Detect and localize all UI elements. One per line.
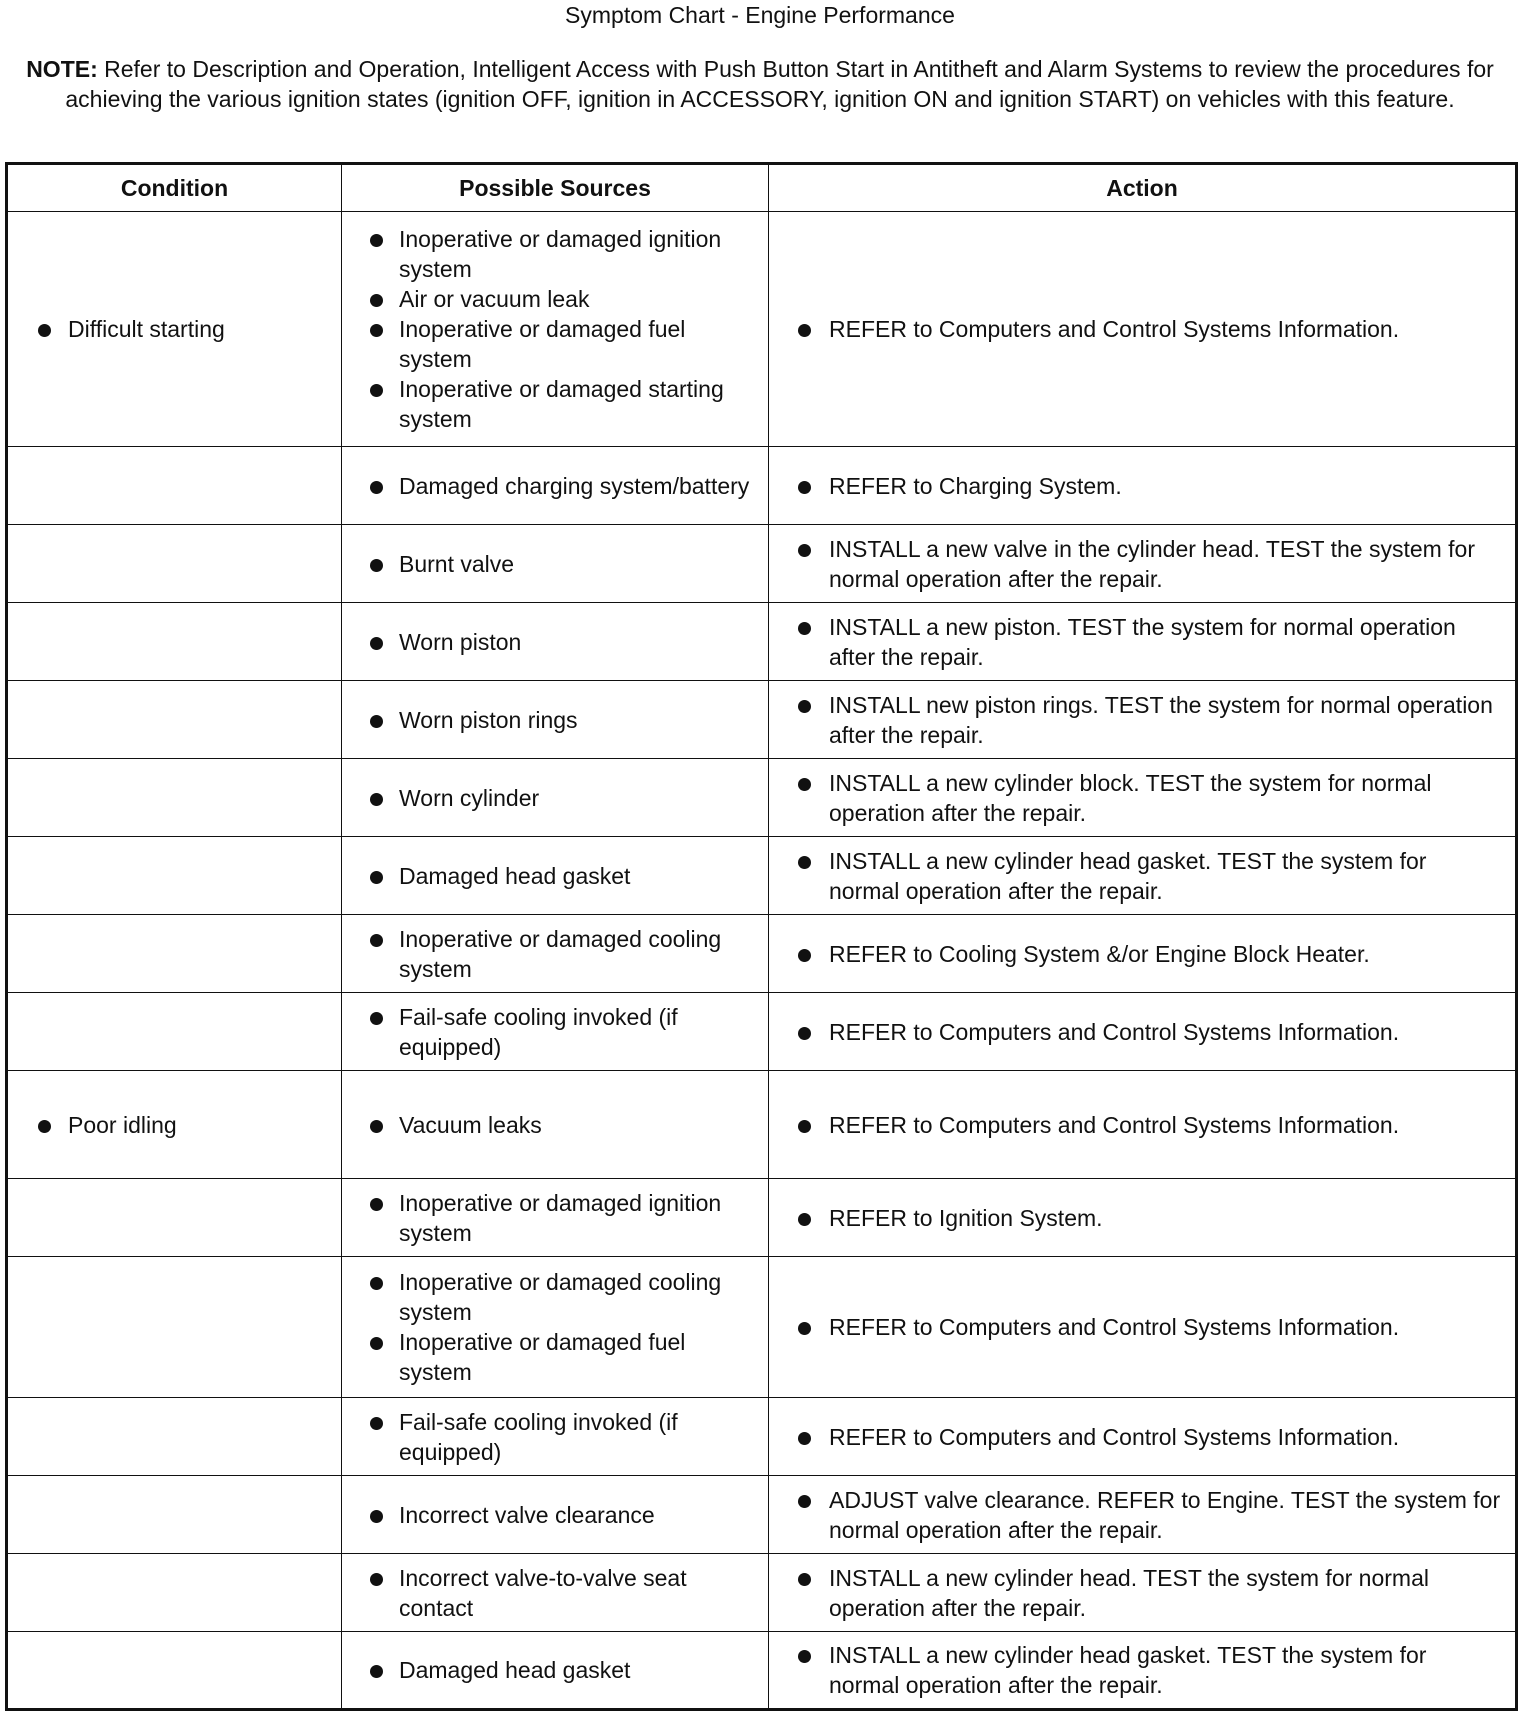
condition-cell xyxy=(7,447,342,525)
source-item: Worn piston xyxy=(354,627,756,657)
note-label: NOTE: xyxy=(26,56,98,82)
action-item: REFER to Charging System. xyxy=(781,471,1503,501)
action-cell xyxy=(769,1476,1517,1554)
actions-list xyxy=(781,1110,1503,1140)
action-cell xyxy=(769,1179,1517,1257)
condition-list xyxy=(20,1110,329,1140)
sources-list xyxy=(354,1563,756,1623)
sources-list xyxy=(354,627,756,657)
action-cell xyxy=(769,1632,1517,1710)
action-cell xyxy=(769,212,1517,447)
source-item: Vacuum leaks xyxy=(354,1110,756,1140)
table-row xyxy=(7,1071,1517,1179)
source-item: Inoperative or damaged ignition system xyxy=(354,1188,756,1248)
note-text: Refer to Description and Operation, Intelligent Access with Push Button Start in Antitheft and Alarm Systems to review the procedures for achieving the various ignition states (ignition OFF, ignition in ACCESSORY, ignition ON and ignition START) on vehicles with this feature. xyxy=(65,56,1494,112)
table-row xyxy=(7,212,1517,447)
sources-list xyxy=(354,549,756,579)
table-row xyxy=(7,1257,1517,1398)
action-cell xyxy=(769,915,1517,993)
table-row xyxy=(7,525,1517,603)
header-action: Action xyxy=(769,164,1517,212)
table-row xyxy=(7,1179,1517,1257)
source-item: Incorrect valve-to-valve seat contact xyxy=(354,1563,756,1623)
action-item: INSTALL a new cylinder head gasket. TEST the system for normal operation after the repair. xyxy=(781,846,1503,906)
action-item: REFER to Ignition System. xyxy=(781,1203,1503,1233)
source-item: Inoperative or damaged ignition system xyxy=(354,224,756,284)
possible-sources-cell xyxy=(342,1071,769,1179)
condition-cell xyxy=(7,603,342,681)
actions-list xyxy=(781,1563,1503,1623)
possible-sources-cell xyxy=(342,1632,769,1710)
action-item: REFER to Computers and Control Systems Information. xyxy=(781,1312,1503,1342)
condition-cell xyxy=(7,759,342,837)
condition-cell xyxy=(7,1071,342,1179)
condition-item: Difficult starting xyxy=(20,314,329,344)
condition-item: Poor idling xyxy=(20,1110,329,1140)
action-item: INSTALL a new cylinder head gasket. TEST the system for normal operation after the repair. xyxy=(781,1640,1503,1700)
possible-sources-cell xyxy=(342,759,769,837)
action-item: INSTALL a new cylinder block. TEST the system for normal operation after the repair. xyxy=(781,768,1503,828)
table-row xyxy=(7,447,1517,525)
action-item: REFER to Computers and Control Systems Information. xyxy=(781,1110,1503,1140)
condition-cell xyxy=(7,1257,342,1398)
source-item: Burnt valve xyxy=(354,549,756,579)
table-row xyxy=(7,1398,1517,1476)
source-item: Damaged head gasket xyxy=(354,1655,756,1685)
symptom-chart-table xyxy=(5,162,1518,1711)
sources-list xyxy=(354,1188,756,1248)
actions-list xyxy=(781,846,1503,906)
page-title: Symptom Chart - Engine Performance xyxy=(565,2,955,28)
possible-sources-cell xyxy=(342,837,769,915)
actions-list xyxy=(781,534,1503,594)
sources-list xyxy=(354,224,756,434)
action-item: INSTALL a new cylinder head. TEST the system for normal operation after the repair. xyxy=(781,1563,1503,1623)
actions-list xyxy=(781,690,1503,750)
sources-list xyxy=(354,705,756,735)
action-cell xyxy=(769,681,1517,759)
condition-cell xyxy=(7,1179,342,1257)
actions-list xyxy=(781,471,1503,501)
action-cell xyxy=(769,1398,1517,1476)
table-row xyxy=(7,1476,1517,1554)
condition-cell xyxy=(7,212,342,447)
action-cell xyxy=(769,759,1517,837)
table-row xyxy=(7,1632,1517,1710)
source-item: Damaged charging system/battery xyxy=(354,471,756,501)
source-item: Inoperative or damaged fuel system xyxy=(354,314,756,374)
actions-list xyxy=(781,768,1503,828)
table-row xyxy=(7,681,1517,759)
action-item: REFER to Cooling System &/or Engine Block Heater. xyxy=(781,939,1503,969)
sources-list xyxy=(354,1407,756,1467)
note-paragraph xyxy=(0,54,1520,114)
sources-list xyxy=(354,1500,756,1530)
actions-list xyxy=(781,1312,1503,1342)
table-row xyxy=(7,759,1517,837)
possible-sources-cell xyxy=(342,525,769,603)
condition-cell xyxy=(7,1398,342,1476)
source-item: Worn piston rings xyxy=(354,705,756,735)
actions-list xyxy=(781,612,1503,672)
action-cell xyxy=(769,1257,1517,1398)
action-cell xyxy=(769,993,1517,1071)
action-item: REFER to Computers and Control Systems Information. xyxy=(781,1017,1503,1047)
sources-list xyxy=(354,1655,756,1685)
action-item: INSTALL a new valve in the cylinder head. TEST the system for normal operation after the repair. xyxy=(781,534,1503,594)
action-cell xyxy=(769,1554,1517,1632)
condition-cell xyxy=(7,1476,342,1554)
condition-cell xyxy=(7,525,342,603)
action-item: INSTALL new piston rings. TEST the system for normal operation after the repair. xyxy=(781,690,1503,750)
action-item: REFER to Computers and Control Systems Information. xyxy=(781,1422,1503,1452)
sources-list xyxy=(354,783,756,813)
sources-list xyxy=(354,1002,756,1062)
actions-list xyxy=(781,1203,1503,1233)
possible-sources-cell xyxy=(342,603,769,681)
source-item: Inoperative or damaged fuel system xyxy=(354,1327,756,1387)
table-row xyxy=(7,1554,1517,1632)
condition-cell xyxy=(7,915,342,993)
actions-list xyxy=(781,314,1503,344)
sources-list xyxy=(354,1267,756,1387)
actions-list xyxy=(781,1485,1503,1545)
actions-list xyxy=(781,1422,1503,1452)
action-cell xyxy=(769,1071,1517,1179)
sources-list xyxy=(354,471,756,501)
action-cell xyxy=(769,603,1517,681)
source-item: Inoperative or damaged cooling system xyxy=(354,1267,756,1327)
action-cell xyxy=(769,525,1517,603)
condition-cell xyxy=(7,1632,342,1710)
table-row xyxy=(7,915,1517,993)
possible-sources-cell xyxy=(342,212,769,447)
condition-cell xyxy=(7,993,342,1071)
action-item: REFER to Computers and Control Systems Information. xyxy=(781,314,1503,344)
possible-sources-cell xyxy=(342,1179,769,1257)
source-item: Damaged head gasket xyxy=(354,861,756,891)
sources-list xyxy=(354,861,756,891)
source-item: Fail-safe cooling invoked (if equipped) xyxy=(354,1407,756,1467)
possible-sources-cell xyxy=(342,1398,769,1476)
action-cell xyxy=(769,447,1517,525)
possible-sources-cell xyxy=(342,1554,769,1632)
condition-list xyxy=(20,314,329,344)
header-possible-sources: Possible Sources xyxy=(342,164,769,212)
condition-cell xyxy=(7,837,342,915)
table-row xyxy=(7,993,1517,1071)
possible-sources-cell xyxy=(342,447,769,525)
possible-sources-cell xyxy=(342,1257,769,1398)
action-item: INSTALL a new piston. TEST the system for normal operation after the repair. xyxy=(781,612,1503,672)
possible-sources-cell xyxy=(342,993,769,1071)
header-condition: Condition xyxy=(7,164,342,212)
source-item: Fail-safe cooling invoked (if equipped) xyxy=(354,1002,756,1062)
source-item: Air or vacuum leak xyxy=(354,284,756,314)
source-item: Inoperative or damaged starting system xyxy=(354,374,756,434)
condition-cell xyxy=(7,1554,342,1632)
sources-list xyxy=(354,924,756,984)
action-cell xyxy=(769,837,1517,915)
table-row xyxy=(7,603,1517,681)
possible-sources-cell xyxy=(342,681,769,759)
actions-list xyxy=(781,1017,1503,1047)
table-body xyxy=(7,212,1517,1710)
table-row xyxy=(7,837,1517,915)
source-item: Inoperative or damaged cooling system xyxy=(354,924,756,984)
actions-list xyxy=(781,1640,1503,1700)
source-item: Worn cylinder xyxy=(354,783,756,813)
action-item: ADJUST valve clearance. REFER to Engine. TEST the system for normal operation after the repair. xyxy=(781,1485,1503,1545)
possible-sources-cell xyxy=(342,915,769,993)
actions-list xyxy=(781,939,1503,969)
source-item: Incorrect valve clearance xyxy=(354,1500,756,1530)
possible-sources-cell xyxy=(342,1476,769,1554)
table-header-row xyxy=(7,164,1517,212)
condition-cell xyxy=(7,681,342,759)
sources-list xyxy=(354,1110,756,1140)
